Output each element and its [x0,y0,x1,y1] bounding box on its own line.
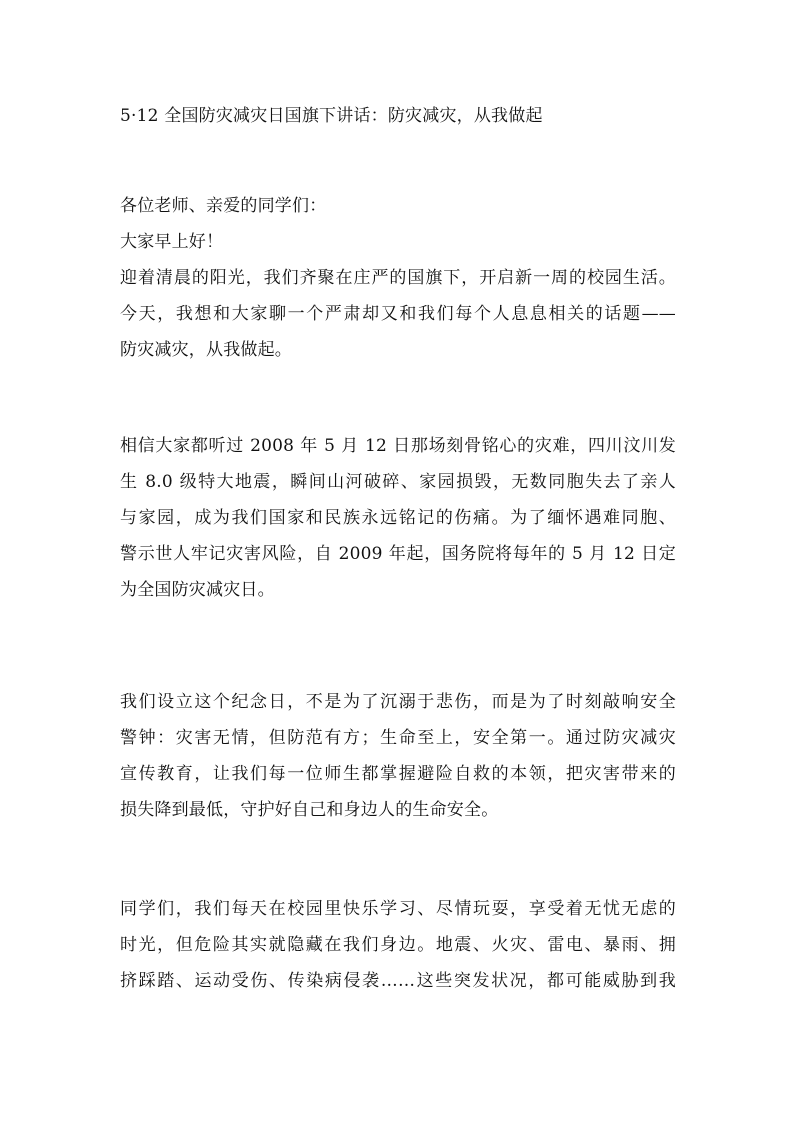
paragraph-1 [120,260,676,368]
greeting-line: 大家早上好！ [120,232,224,252]
paragraph-line: 同学们，我们每天在校园里快乐学习、尽情玩耍，享受着无忧无虑的 [120,899,676,919]
paragraph-4 [120,891,676,999]
paragraph-line: 警钟：灾害无情，但防范有方；生命至上，安全第一。通过防灾减灾 [120,728,676,748]
paragraph-line: 迎着清晨的阳光，我们齐聚在庄严的国旗下，开启新一周的校园生活。 [120,268,676,288]
paragraph-line: 为全国防灾减灾日。 [120,580,275,600]
salutation: 各位老师、亲爱的同学们： [120,196,327,216]
paragraph-2 [120,428,676,608]
paragraph-line: 今天，我想和大家聊一个严肃却又和我们每个人息息相关的话题—— [120,304,676,324]
greeting-block [120,188,676,260]
paragraph-line: 我们设立这个纪念日，不是为了沉溺于悲伤，而是为了时刻敲响安全 [120,692,676,712]
paragraph-line: 相信大家都听过 2008 年 5 月 12 日那场刻骨铭心的灾难，四川汶川发 [120,436,676,456]
paragraph-line: 警示世人牢记灾害风险，自 2009 年起，国务院将每年的 5 月 12 日定 [120,544,676,564]
paragraph-line: 与家园，成为我们国家和民族永远铭记的伤痛。为了缅怀遇难同胞、 [120,508,676,528]
paragraph-line: 宣传教育，让我们每一位师生都掌握避险自救的本领，把灾害带来的 [120,764,676,784]
paragraph-line: 时光，但危险其实就隐藏在我们身边。地震、火灾、雷电、暴雨、拥 [120,935,676,955]
paragraph-3 [120,684,676,828]
document-title: 5·12 全国防灾减灾日国旗下讲话：防灾减灾，从我做起 [120,106,543,126]
paragraph-line: 生 8.0 级特大地震，瞬间山河破碎、家园损毁，无数同胞失去了亲人 [120,472,676,492]
paragraph-line: 损失降到最低，守护好自己和身边人的生命安全。 [120,800,499,820]
paragraph-line: 挤踩踏、运动受伤、传染病侵袭……这些突发状况，都可能威胁到我 [120,971,676,991]
paragraph-line: 防灾减灾，从我做起。 [120,340,292,360]
